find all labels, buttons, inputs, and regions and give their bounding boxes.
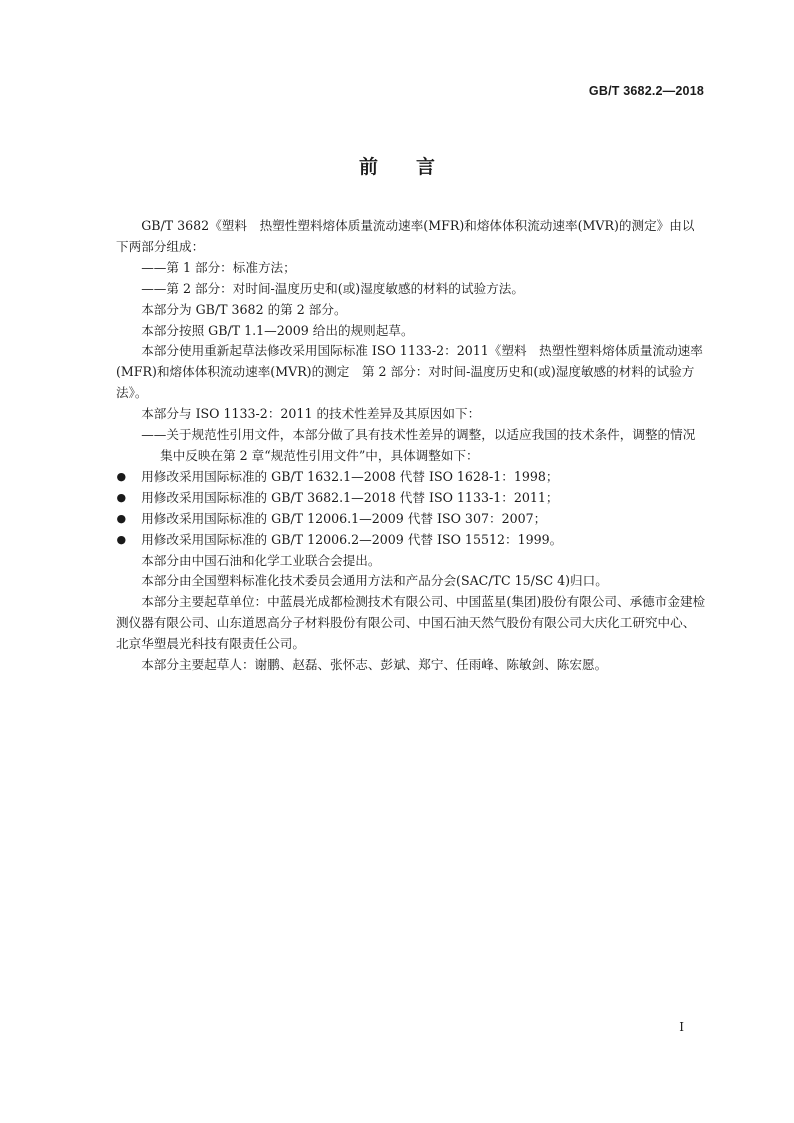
list-item-normative-refs: ——关于规范性引用文件，本部分做了具有技术性差异的调整，以适应我国的技术条件，调整的情况集中反映在第 2 章“规范性引用文件”中，具体调整如下： xyxy=(141,427,696,463)
bullet-icon: ● xyxy=(116,469,127,483)
bullet-item xyxy=(116,488,706,509)
paragraph-intro: GB/T 3682《塑料 热塑性塑料熔体质量流动速率(MFR)和熔体体积流动速率(MVR)的测定》由以下两部分组成： xyxy=(116,218,695,254)
standard-code-header: GB/T 3682.2—2018 xyxy=(588,84,704,98)
paragraph-proposer: 本部分由中国石油和化学工业联合会提出。 xyxy=(141,552,381,568)
paragraph-drafting-units: 本部分主要起草单位：中蓝晨光成都检测技术有限公司、中国蓝星(集团)股份有限公司、承德市金建检测仪器有限公司、山东道恩高分子材料股份有限公司、中国石油天然气股份有限公司大庆化工研究中心、北京华塑晨光科技有限责任公司。 xyxy=(116,594,706,652)
list-item-part2: ——第 2 部分：对时间-温度历史和(或)湿度敏感的材料的试验方法。 xyxy=(141,280,524,296)
page-title: 前言 xyxy=(358,156,473,178)
bullet-icon: ● xyxy=(116,532,127,546)
page-number: I xyxy=(679,1020,684,1034)
paragraph-drafters: 本部分主要起草人：谢鹏、赵磊、张怀志、彭斌、郑宁、任雨峰、陈敏剑、陈宏愿。 xyxy=(141,657,608,673)
bullet-text: 用修改采用国际标准的 GB/T 12006.1—2009 代替 ISO 307：2007； xyxy=(141,510,547,526)
paragraph-administration: 本部分由全国塑料标准化技术委员会通用方法和产品分会(SAC/TC 15/SC 4)归口。 xyxy=(141,573,608,589)
bullet-text: 用修改采用国际标准的 GB/T 1632.1—2008 代替 ISO 1628-1：1998； xyxy=(141,468,559,484)
bullet-item xyxy=(116,467,706,488)
paragraph-differences: 本部分与 ISO 1133-2：2011 的技术性差异及其原因如下： xyxy=(141,406,481,422)
paragraph-part-statement: 本部分为 GB/T 3682 的第 2 部分。 xyxy=(141,301,347,317)
foreword-body xyxy=(116,216,706,676)
bullet-text: 用修改采用国际标准的 GB/T 3682.1—2018 代替 ISO 1133-1：2011； xyxy=(141,489,559,505)
bullet-icon: ● xyxy=(116,490,127,504)
bullet-item xyxy=(116,530,706,551)
bullet-item xyxy=(116,509,706,530)
bullet-icon: ● xyxy=(116,511,127,525)
bullet-text: 用修改采用国际标准的 GB/T 12006.2—2009 代替 ISO 15512：1999。 xyxy=(141,531,563,547)
paragraph-drafting-rules: 本部分按照 GB/T 1.1—2009 给出的规则起草。 xyxy=(141,322,414,338)
list-item-part1: ——第 1 部分：标准方法； xyxy=(141,259,296,275)
paragraph-adoption: 本部分使用重新起草法修改采用国际标准 ISO 1133-2：2011《塑料 热塑性塑料熔体质量流动速率(MFR)和熔体体积流动速率(MVR)的测定 第 2 部分：对时间-温度历史和(或)湿度敏感的材料的试验方法》。 xyxy=(116,343,703,401)
